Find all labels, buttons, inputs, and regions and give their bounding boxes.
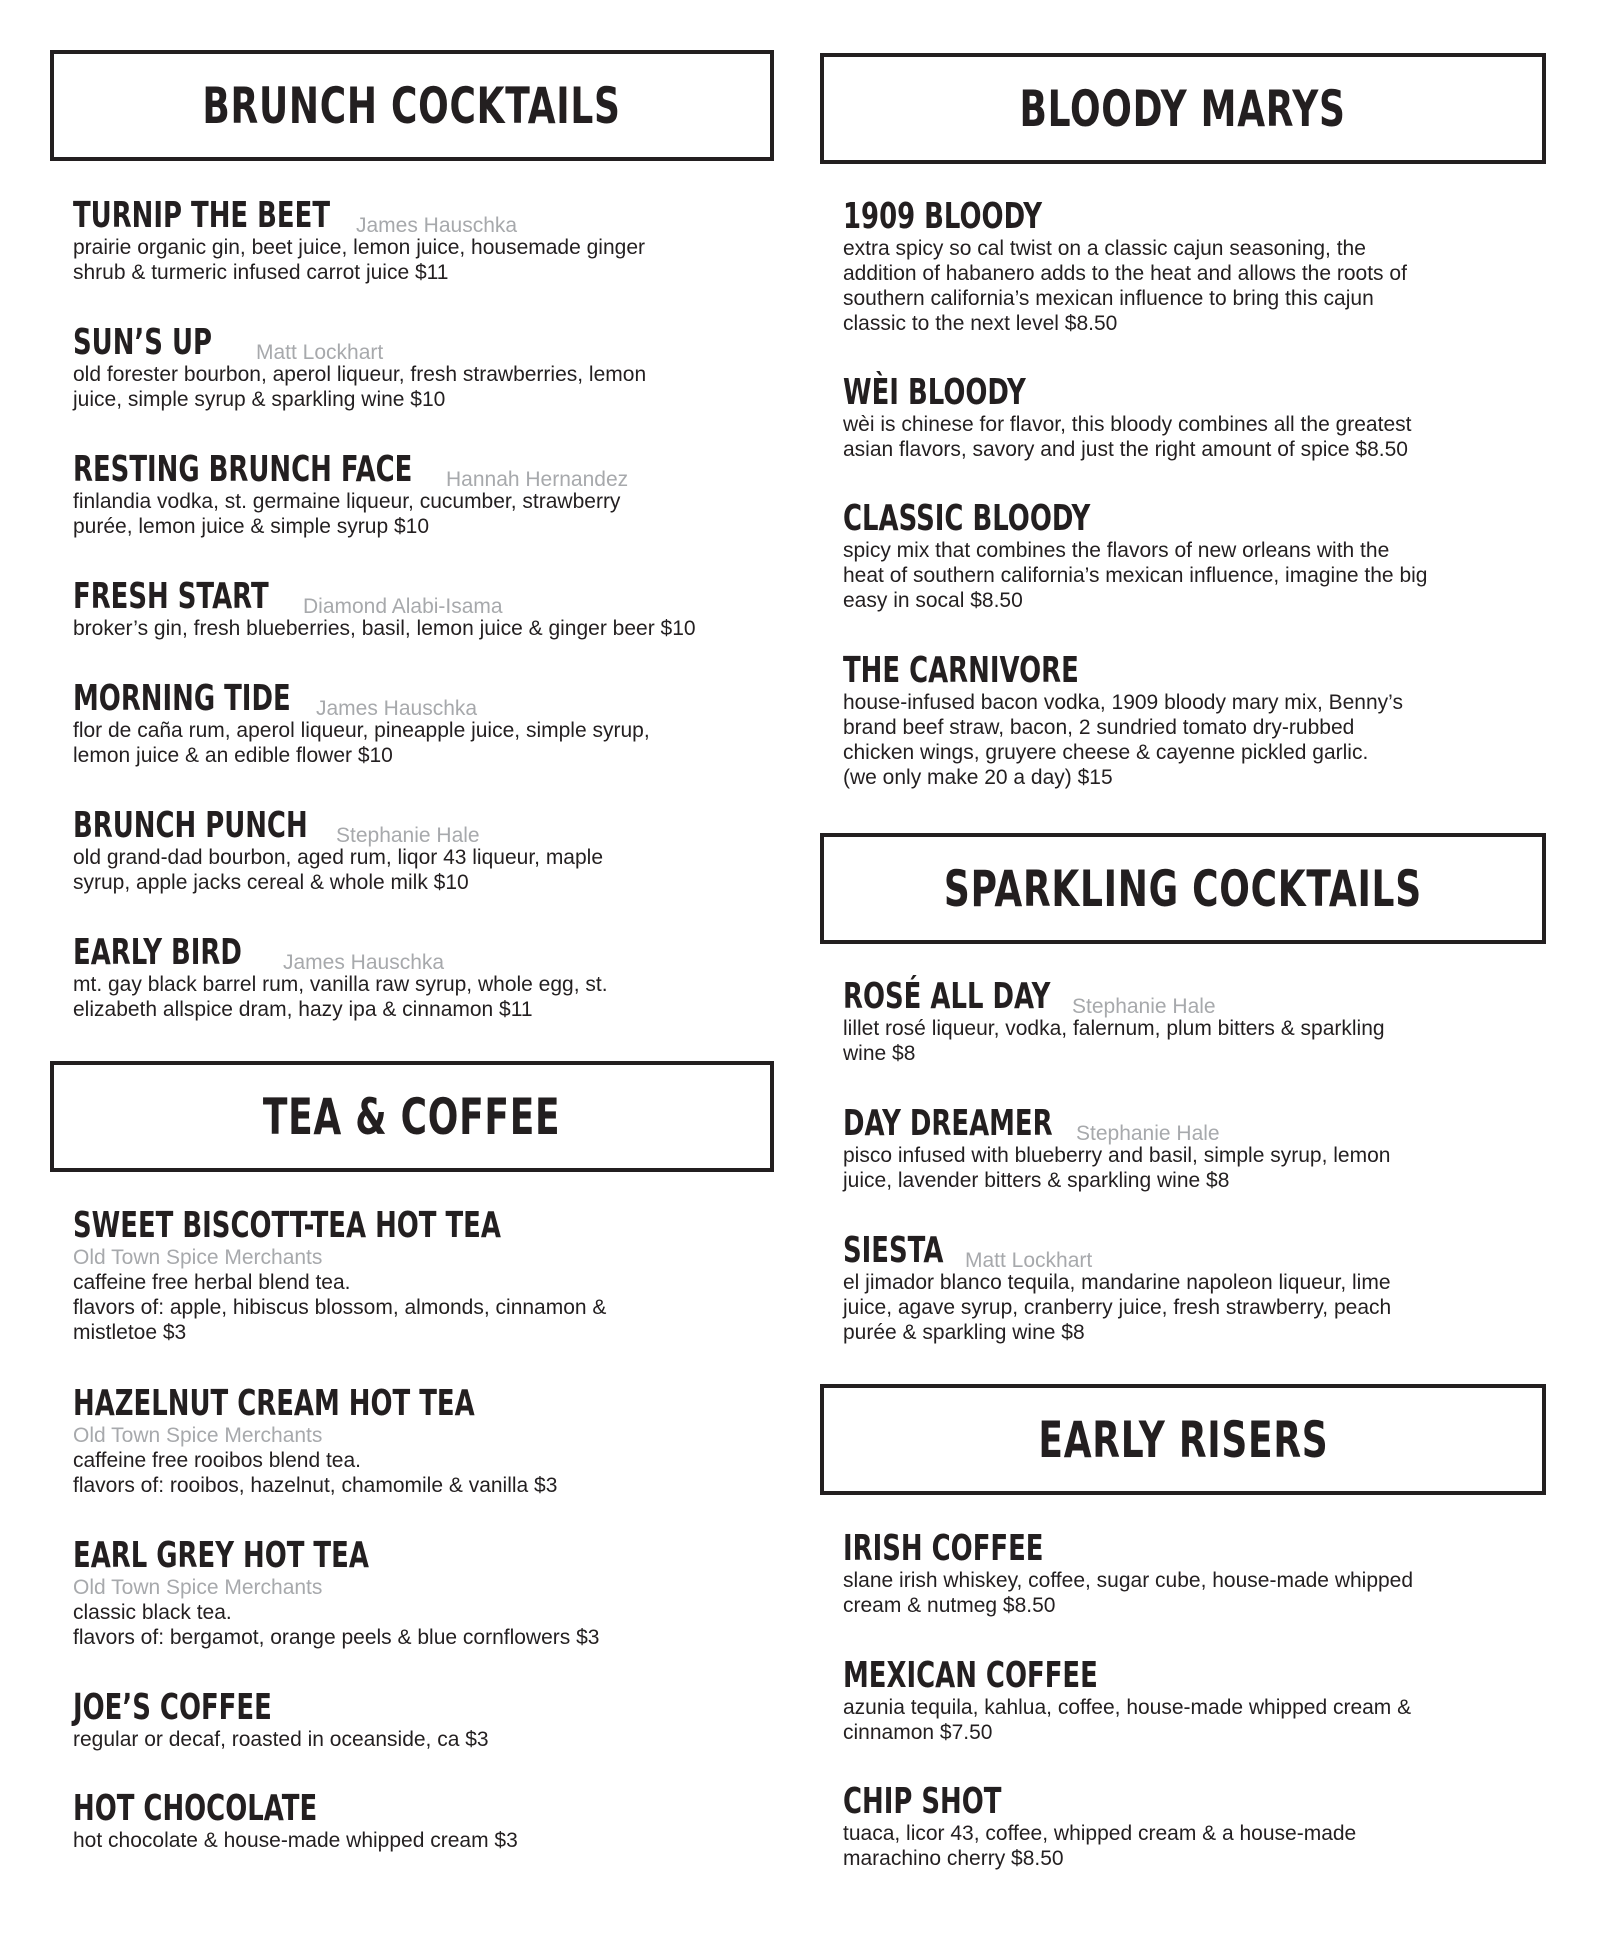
item-credit: Hannah Hernandez (446, 468, 629, 491)
menu-item-fresh-start (73, 578, 774, 641)
item-credit: Diamond Alabi-Isama (303, 595, 503, 618)
item-description: extra spicy so cal twist on a classic cajun seasoning, the addition of habanero adds to the heat and allows the roots of southern california’s mexican influence to bring this cajun classic to the next level $8.50 (843, 237, 1407, 335)
menu-item-mexican-coffee (843, 1657, 1546, 1745)
item-description: house-infused bacon vodka, 1909 bloody mary mix, Benny’s brand beef straw, bacon, 2 sundried tomato dry-rubbed chicken wings, gruyere cheese & cayenne pickled garlic. (we only make 20 a day) $15 (843, 691, 1403, 789)
section-title: EARLY RISERS (1037, 1410, 1329, 1469)
menu-item-morning-tide (73, 680, 774, 768)
menu-item-brunch-punch (73, 807, 774, 895)
item-description: broker’s gin, fresh blueberries, basil, lemon juice & ginger beer $10 (73, 617, 696, 640)
item-name: THE CARNIVORE (843, 650, 1079, 691)
item-supplier: Old Town Spice Merchants (73, 1424, 323, 1447)
item-description: old forester bourbon, aperol liqueur, fresh strawberries, lemon juice, simple syrup & sparkling wine $10 (73, 363, 647, 411)
item-name: TURNIP THE BEET (73, 195, 331, 236)
menu-item-day-dreamer (843, 1105, 1546, 1193)
item-supplier: Old Town Spice Merchants (73, 1246, 323, 1269)
menu-item-resting-brunch-face (73, 451, 774, 539)
item-description: caffeine free rooibos blend tea. flavors of: rooibos, hazelnut, chamomile & vanilla $3 (73, 1449, 558, 1497)
item-description: prairie organic gin, beet juice, lemon juice, housemade ginger shrub & turmeric infused carrot juice $11 (73, 236, 646, 284)
item-credit: Stephanie Hale (1076, 1122, 1220, 1145)
item-description: regular or decaf, roasted in oceanside, ca $3 (73, 1728, 489, 1751)
item-name: SUN’S UP (73, 322, 212, 363)
item-description: caffeine free herbal blend tea. flavors of: apple, hibiscus blossom, almonds, cinnamon & mistletoe $3 (73, 1271, 607, 1344)
item-name: EARLY BIRD (73, 932, 242, 973)
section-title: BLOODY MARYS (1019, 79, 1347, 138)
menu-item-sweet-biscott-tea (73, 1207, 774, 1345)
item-name: EARL GREY HOT TEA (73, 1535, 369, 1576)
sparkling-cocktails-header (820, 833, 1546, 944)
menu-item-chip-shot (843, 1783, 1546, 1871)
brunch-cocktails-header (50, 50, 774, 161)
item-description: spicy mix that combines the flavors of new orleans with the heat of southern california’s mexican influence, imagine the big easy in socal $8.50 (843, 539, 1428, 612)
section-title: SPARKLING COCKTAILS (944, 859, 1422, 918)
item-description: finlandia vodka, st. germaine liqueur, cucumber, strawberry purée, lemon juice & simple syrup $10 (73, 490, 621, 538)
item-credit: Stephanie Hale (1072, 995, 1216, 1018)
section-title: TEA & COFFEE (263, 1087, 561, 1146)
early-risers-header (820, 1384, 1546, 1495)
menu-item-suns-up (73, 324, 774, 412)
item-name: HAZELNUT CREAM HOT TEA (73, 1383, 475, 1424)
tea-coffee-header (50, 1061, 774, 1172)
menu-item-rose-all-day (843, 978, 1546, 1066)
menu-item-turnip-the-beet (73, 197, 774, 285)
item-description: old grand-dad bourbon, aged rum, liqor 43 liqueur, maple syrup, apple jacks cereal & whole milk $10 (73, 846, 604, 894)
item-description: wèi is chinese for flavor, this bloody combines all the greatest asian flavors, savory and just the right amount of spice $8.50 (843, 413, 1412, 461)
item-credit: James Hauschka (283, 951, 445, 974)
menu-item-irish-coffee (843, 1530, 1546, 1618)
item-credit: Matt Lockhart (965, 1249, 1093, 1272)
item-name: IRISH COFFEE (843, 1528, 1044, 1569)
item-name: DAY DREAMER (843, 1103, 1053, 1144)
section-title: BRUNCH COCKTAILS (202, 76, 622, 135)
item-credit: James Hauschka (356, 214, 518, 237)
bloody-marys-header (820, 53, 1546, 164)
menu-item-hot-chocolate (73, 1790, 774, 1853)
menu-item-the-carnivore (843, 652, 1546, 790)
item-description: slane irish whiskey, coffee, sugar cube, house-made whipped cream & nutmeg $8.50 (843, 1569, 1414, 1617)
item-credit: James Hauschka (316, 697, 478, 720)
item-name: CLASSIC BLOODY (843, 498, 1091, 539)
item-description: flor de caña rum, aperol liqueur, pineapple juice, simple syrup, lemon juice & an edible flower $10 (73, 719, 650, 767)
item-description: mt. gay black barrel rum, vanilla raw syrup, whole egg, st. elizabeth allspice dram, hazy ipa & cinnamon $11 (73, 973, 608, 1021)
item-credit: Matt Lockhart (256, 341, 384, 364)
item-name: FRESH START (73, 576, 269, 617)
item-name: SIESTA (843, 1230, 944, 1271)
menu-item-siesta (843, 1232, 1546, 1345)
menu-item-wei-bloody (843, 374, 1546, 462)
item-description: azunia tequila, kahlua, coffee, house-made whipped cream & cinnamon $7.50 (843, 1696, 1412, 1744)
item-credit: Stephanie Hale (336, 824, 480, 847)
item-description: pisco infused with blueberry and basil, simple syrup, lemon juice, lavender bitters & sparkling wine $8 (843, 1144, 1391, 1192)
item-name: CHIP SHOT (843, 1781, 1002, 1822)
item-name: ROSÉ ALL DAY (843, 976, 1051, 1017)
item-description: hot chocolate & house-made whipped cream $3 (73, 1829, 518, 1852)
menu-item-hazelnut-cream-tea (73, 1385, 774, 1498)
menu-item-classic-bloody (843, 500, 1546, 613)
item-name: MORNING TIDE (73, 678, 291, 719)
menu-item-1909-bloody (843, 198, 1546, 336)
item-name: HOT CHOCOLATE (73, 1788, 318, 1829)
menu-item-early-bird (73, 934, 774, 1022)
item-description: classic black tea. flavors of: bergamot, orange peels & blue cornflowers $3 (73, 1601, 600, 1649)
item-name: WÈI BLOODY (843, 372, 1026, 413)
item-name: 1909 BLOODY (843, 196, 1042, 237)
item-description: tuaca, licor 43, coffee, whipped cream & a house-made marachino cherry $8.50 (843, 1822, 1357, 1870)
item-name: BRUNCH PUNCH (73, 805, 308, 846)
item-name: JOE’S COFFEE (73, 1687, 272, 1728)
item-name: MEXICAN COFFEE (843, 1655, 1098, 1696)
menu-item-joes-coffee (73, 1689, 774, 1752)
item-supplier: Old Town Spice Merchants (73, 1576, 323, 1599)
item-description: el jimador blanco tequila, mandarine napoleon liqueur, lime juice, agave syrup, cranberry juice, fresh strawberry, peach purée & sparkling wine $8 (843, 1271, 1392, 1344)
item-name: SWEET BISCOTT-TEA HOT TEA (73, 1205, 501, 1246)
item-name: RESTING BRUNCH FACE (73, 449, 413, 490)
menu-item-earl-grey-tea (73, 1537, 774, 1650)
item-description: lillet rosé liqueur, vodka, falernum, plum bitters & sparkling wine $8 (843, 1017, 1385, 1065)
